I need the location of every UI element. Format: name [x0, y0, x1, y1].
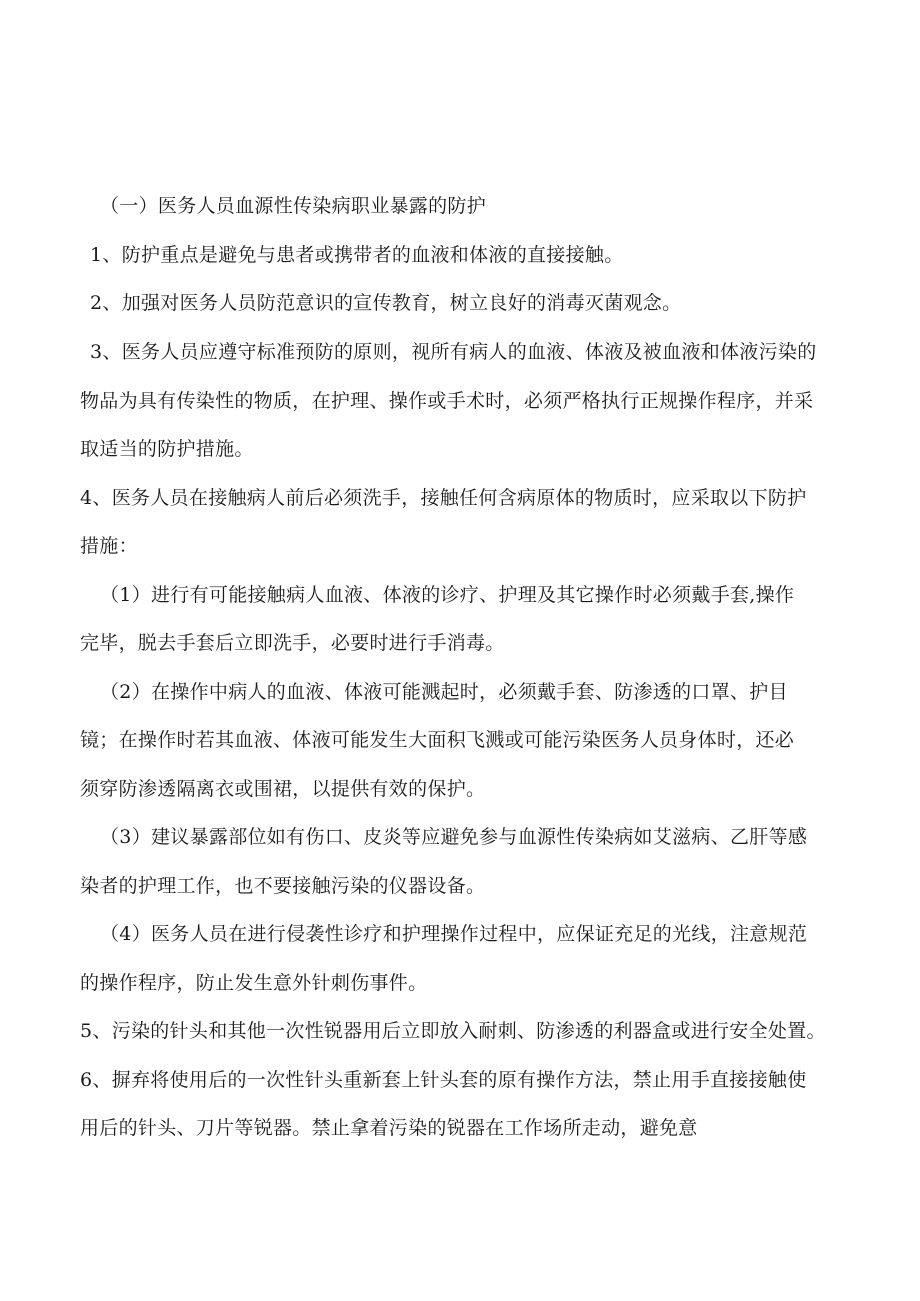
- paragraph-line: 镜；在操作时若其血液、体液可能发生大面积飞溅或可能污染医务人员身体时，还必: [80, 729, 795, 751]
- paragraph-line: 1、防护重点是避免与患者或携带者的血液和体液的直接接触。: [90, 244, 624, 266]
- paragraph-line: 取适当的防护措施。: [80, 438, 254, 460]
- paragraph-line: 的操作程序，防止发生意外针刺伤事件。: [80, 972, 428, 994]
- paragraph-line: （1）进行有可能接触病人血液、体液的诊疗、护理及其它操作时必须戴手套,操作: [100, 584, 795, 606]
- paragraph-line: 完毕，脱去手套后立即洗手，必要时进行手消毒。: [80, 632, 505, 654]
- paragraph-line: 须穿防渗透隔离衣或围裙，以提供有效的保护。: [80, 778, 486, 800]
- paragraph-line: 3、医务人员应遵守标准预防的原则，视所有病人的血液、体液及被血液和体液污染的: [90, 341, 817, 363]
- paragraph-line: （3）建议暴露部位如有伤口、皮炎等应避免参与血源性传染病如艾滋病、乙肝等感: [100, 826, 808, 848]
- paragraph-line: 5、污染的针头和其他一次性锐器用后立即放入耐刺、防渗透的利器盒或进行安全处置。: [80, 1020, 826, 1042]
- section-heading: （一）医务人员血源性传染病职业暴露的防护: [100, 195, 487, 217]
- paragraph-line: 染者的护理工作，也不要接触污染的仪器设备。: [80, 875, 486, 897]
- paragraph-line: 用后的针头、刀片等锐器。禁止拿着污染的锐器在工作场所走动，避免意: [80, 1117, 698, 1139]
- paragraph-line: 物品为具有传染性的物质，在护理、操作或手术时，必须严格执行正规操作程序，并采: [80, 390, 814, 412]
- paragraph-line: 2、加强对医务人员防范意识的宣传教育，树立良好的消毒灭菌观念。: [90, 292, 682, 314]
- paragraph-line: （2）在操作中病人的血液、体液可能溅起时，必须戴手套、防渗透的口罩、护目: [100, 681, 788, 703]
- paragraph-line: （4）医务人员在进行侵袭性诊疗和护理操作过程中，应保证充足的光线，注意规范: [100, 923, 808, 945]
- paragraph-line: 措施：: [80, 535, 138, 557]
- paragraph-line: 6、摒弃将使用后的一次性针头重新套上针头套的原有操作方法，禁止用手直接接触使: [80, 1069, 807, 1091]
- paragraph-line: 4、医务人员在接触病人前后必须洗手，接触任何含病原体的物质时，应采取以下防护: [80, 487, 807, 509]
